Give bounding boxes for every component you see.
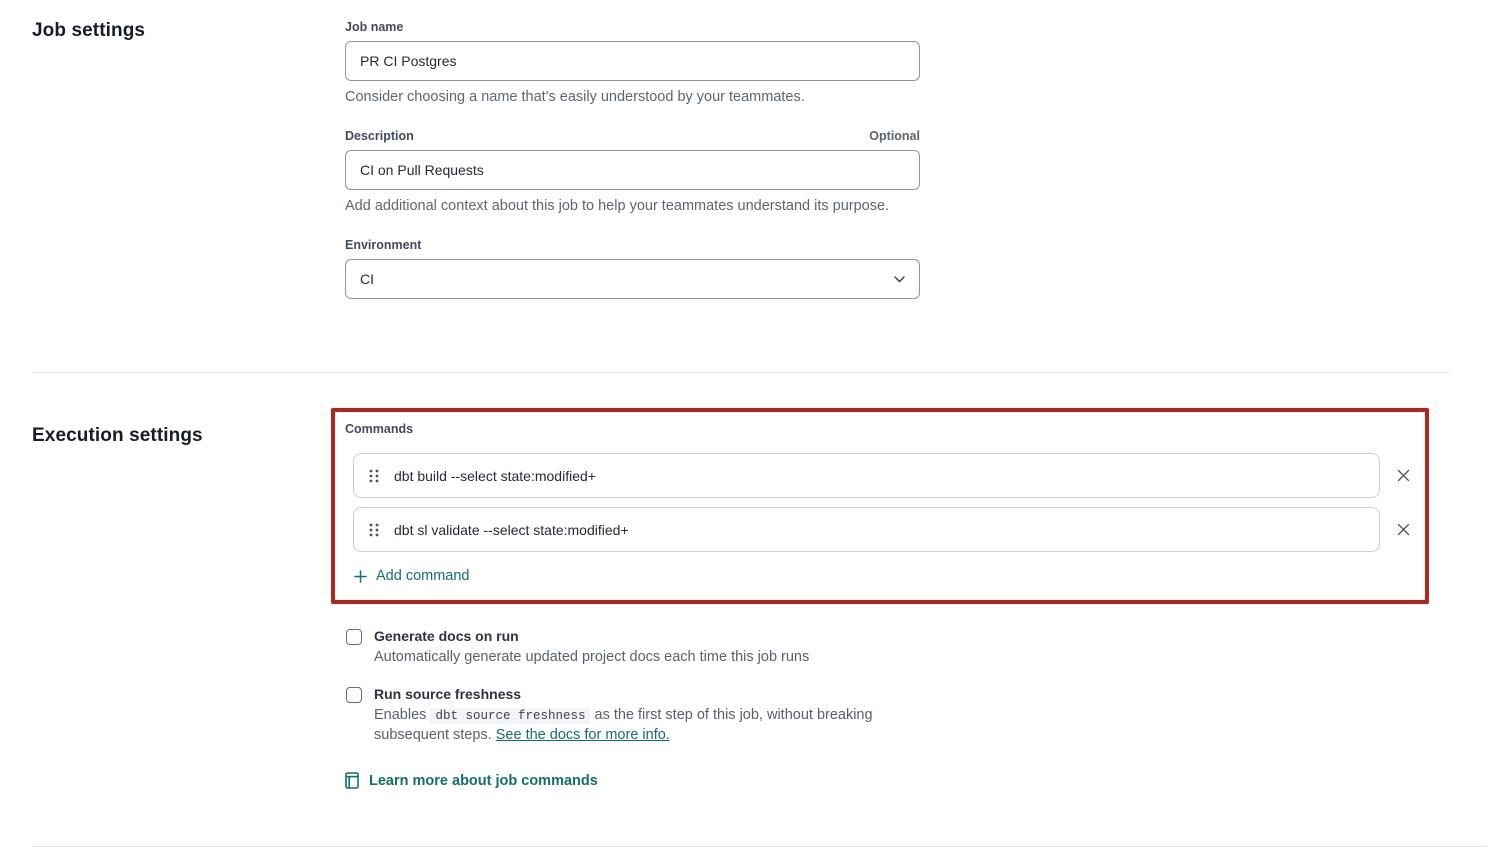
freshness-help-before: Enables bbox=[374, 707, 427, 723]
optional-badge: Optional bbox=[869, 129, 920, 143]
run-source-freshness-label: Run source freshness bbox=[374, 686, 522, 702]
section-divider bbox=[32, 372, 1451, 373]
commands-highlight-box bbox=[331, 408, 1429, 604]
close-icon bbox=[1396, 468, 1411, 483]
command-input[interactable] bbox=[353, 507, 1380, 552]
drag-handle-icon[interactable] bbox=[368, 468, 380, 484]
book-icon bbox=[345, 772, 359, 789]
generate-docs-texts bbox=[374, 628, 809, 667]
generate-docs-group bbox=[345, 628, 1487, 667]
remove-command-button[interactable] bbox=[1391, 464, 1415, 488]
plus-icon bbox=[354, 570, 367, 583]
description-label-row bbox=[345, 129, 920, 143]
job-name-label: Job name bbox=[345, 20, 404, 34]
environment-selected-value: CI bbox=[360, 271, 374, 287]
job-settings-title: Job settings bbox=[32, 20, 146, 41]
description-input[interactable] bbox=[345, 150, 920, 190]
job-settings-form bbox=[345, 20, 1487, 323]
freshness-code-snippet: dbt source freshness bbox=[430, 708, 590, 724]
environment-field bbox=[345, 238, 920, 299]
job-settings-section bbox=[0, 20, 1487, 323]
command-input[interactable] bbox=[353, 453, 1380, 498]
generate-docs-help: Automatically generate updated project docs each time this job runs bbox=[374, 649, 810, 665]
learn-more-label: Learn more about job commands bbox=[369, 772, 598, 789]
generate-docs-label: Generate docs on run bbox=[374, 628, 519, 644]
run-source-freshness-help bbox=[374, 705, 914, 745]
run-source-freshness-texts bbox=[374, 686, 914, 745]
drag-handle-icon[interactable] bbox=[368, 522, 380, 538]
job-name-input[interactable] bbox=[345, 41, 920, 81]
environment-select[interactable] bbox=[345, 259, 920, 299]
freshness-help-after: as the first step of this job, without breaking subsequent steps. bbox=[374, 707, 873, 744]
see-docs-link[interactable]: See the docs for more info. bbox=[495, 727, 670, 744]
job-settings-title-column bbox=[0, 20, 345, 323]
close-icon bbox=[1396, 522, 1411, 537]
command-text: dbt sl validate --select state:modified+ bbox=[394, 521, 629, 538]
description-field bbox=[345, 129, 920, 214]
description-help: Add additional context about this job to help your teammates understand its purpose. bbox=[345, 198, 890, 214]
chevron-down-icon bbox=[894, 276, 905, 283]
description-label: Description bbox=[345, 129, 414, 143]
commands-label: Commands bbox=[345, 422, 414, 436]
run-source-freshness-checkbox[interactable] bbox=[346, 687, 362, 703]
execution-settings-title-column bbox=[0, 408, 345, 789]
job-name-help: Consider choosing a name that's easily understood by your teammates. bbox=[345, 89, 805, 105]
command-text: dbt build --select state:modified+ bbox=[394, 467, 596, 484]
environment-label: Environment bbox=[345, 238, 422, 252]
execution-settings-form bbox=[345, 408, 1487, 789]
run-source-freshness-group bbox=[345, 686, 1487, 745]
execution-settings-title: Execution settings bbox=[32, 425, 203, 446]
command-row bbox=[353, 453, 1415, 498]
add-command-button[interactable] bbox=[350, 564, 474, 588]
learn-more-link[interactable] bbox=[345, 772, 1487, 789]
add-command-label: Add command bbox=[376, 568, 470, 584]
generate-docs-checkbox[interactable] bbox=[346, 629, 362, 645]
remove-command-button[interactable] bbox=[1391, 518, 1415, 542]
job-name-field bbox=[345, 20, 920, 105]
command-row bbox=[353, 507, 1415, 552]
execution-settings-section bbox=[0, 408, 1487, 789]
